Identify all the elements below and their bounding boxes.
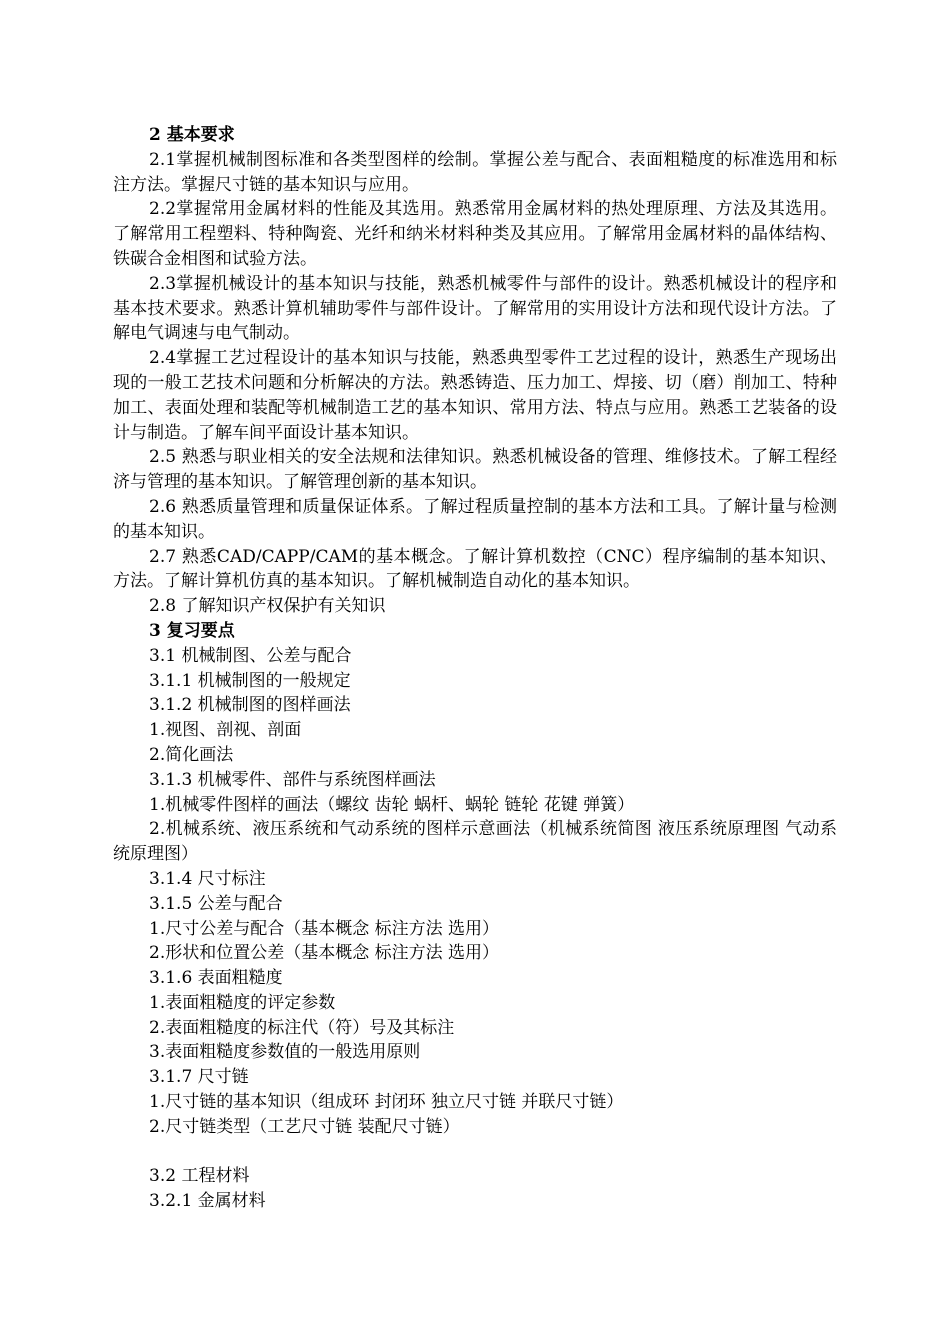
subsection-3-1-5: 3.1.5 公差与配合: [149, 893, 283, 914]
paragraph-2-3: 2.3掌握机械设计的基本知识与技能，熟悉机械零件与部件的设计。熟悉机械设计的程序和基本技术要求。熟悉计算机辅助零件与部件设计。了解常用的实用设计方法和现代设计方法。了解电气调速与电气制动。: [113, 273, 837, 344]
document-page: [113, 123, 837, 1214]
list-item: 3.表面粗糙度参数值的一般选用原则: [149, 1042, 421, 1063]
list-item: 2.简化画法: [149, 744, 234, 765]
subsection-3-1-7: 3.1.7 尺寸链: [149, 1067, 249, 1088]
list-item: 2.尺寸链类型（工艺尺寸链 装配尺寸链）: [149, 1116, 460, 1137]
blank-line: [113, 1140, 837, 1165]
subsection-3-1-3: 3.1.3 机械零件、部件与系统图样画法: [149, 769, 436, 790]
paragraph-2-2: 2.2掌握常用金属材料的性能及其选用。熟悉常用金属材料的热处理原理、方法及其选用。了解常用工程塑料、特种陶瓷、光纤和纳米材料种类及其应用。了解常用金属材料的晶体结构、铁碳合金相图和试验方法。: [113, 199, 837, 269]
list-item: 1.视图、剖视、剖面: [149, 720, 302, 741]
list-item: 2.形状和位置公差（基本概念 标注方法 选用）: [149, 943, 500, 964]
paragraph-2-7: 2.7 熟悉CAD/CAPP/CAM的基本概念。了解计算机数控（CNC）程序编制的基本知识、方法。了解计算机仿真的基本知识。了解机械制造自动化的基本知识。: [113, 546, 837, 592]
subsection-3-2-1: 3.2.1 金属材料: [149, 1191, 266, 1212]
section-heading-3: 3 复习要点: [149, 620, 235, 641]
subsection-3-1-1: 3.1.1 机械制图的一般规定: [149, 670, 351, 691]
list-item: 1.表面粗糙度的评定参数: [149, 992, 336, 1013]
section-heading-2: 2 基本要求: [149, 125, 235, 145]
list-item: 2.机械系统、液压系统和气动系统的图样示意画法（机械系统简图 液压系统原理图 气动系统原理图）: [113, 819, 837, 865]
paragraph-2-6: 2.6 熟悉质量管理和质量保证体系。了解过程质量控制的基本方法和工具。了解计量与检测的基本知识。: [113, 496, 837, 542]
subsection-3-1-4: 3.1.4 尺寸标注: [149, 868, 266, 889]
subsection-3-2: 3.2 工程材料: [149, 1166, 250, 1187]
paragraph-2-4: 2.4掌握工艺过程设计的基本知识与技能，熟悉典型零件工艺过程的设计，熟悉生产现场出现的一般工艺技术问题和分析解决的方法。熟悉铸造、压力加工、焊接、切（磨）削加工、特种加工、表面处理和装配等机械制造工艺的基本知识、常用方法、特点与应用。熟悉工艺装备的设计与制造。了解车间平面设计基本知识。: [113, 348, 837, 443]
paragraph-2-1: 2.1掌握机械制图标准和各类型图样的绘制。掌握公差与配合、表面粗糙度的标准选用和标注方法。掌握尺寸链的基本知识与应用。: [113, 149, 837, 195]
paragraph-2-5: 2.5 熟悉与职业相关的安全法规和法律知识。熟悉机械设备的管理、维修技术。了解工程经济与管理的基本知识。了解管理创新的基本知识。: [113, 447, 837, 493]
subsection-3-1-6: 3.1.6 表面粗糙度: [149, 968, 283, 989]
list-item: 2.表面粗糙度的标注代（符）号及其标注: [149, 1017, 455, 1038]
list-item: 1.尺寸公差与配合（基本概念 标注方法 选用）: [149, 918, 500, 939]
paragraph-2-8: 2.8 了解知识产权保护有关知识: [149, 596, 386, 617]
list-item: 1.尺寸链的基本知识（组成环 封闭环 独立尺寸链 并联尺寸链）: [149, 1092, 624, 1113]
subsection-3-1-2: 3.1.2 机械制图的图样画法: [149, 695, 351, 716]
list-item: 1.机械零件图样的画法（螺纹 齿轮 蜗杆、蜗轮 链轮 花键 弹簧）: [149, 794, 635, 815]
subsection-3-1: 3.1 机械制图、公差与配合: [149, 645, 352, 666]
